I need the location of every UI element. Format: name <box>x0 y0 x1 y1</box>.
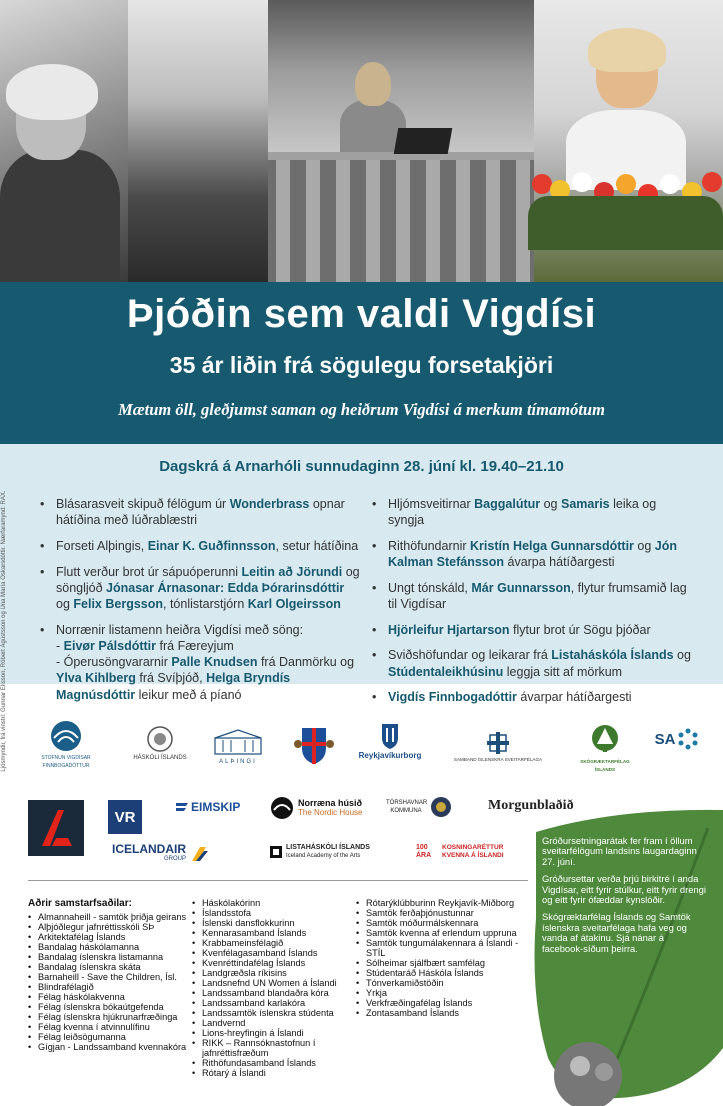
logo-haskoli-islands: HÁSKÓLI ÍSLANDS <box>128 726 192 762</box>
page-title: Þjóðin sem valdi Vigdísi <box>126 292 597 336</box>
logo-icelandair: ICELANDAIR GROUP <box>112 844 208 864</box>
partner-item: • Kvenfélagasamband Íslands <box>192 948 354 958</box>
partner-item: • Almannaheill - samtök þriðja geirans <box>28 912 190 922</box>
logo-vr: VR <box>108 800 142 834</box>
partners-heading: Aðrir samstarfsaðilar: <box>28 898 132 909</box>
partner-item: • Félag leiðsögumanna <box>28 1032 190 1042</box>
logo-landsbankinn <box>28 800 84 856</box>
title-banner <box>0 282 723 444</box>
partner-item: • Félag kvenna í atvinnulífinu <box>28 1022 190 1032</box>
partner-item: • Íslenski dansflokkurinn <box>192 918 354 928</box>
partner-item: • Bandalag háskólamanna <box>28 942 190 952</box>
schedule-right-column <box>372 496 692 715</box>
leaf-paragraph: Gróðursetningarátak fer fram í öllum sveitarfélögum landsins laugardaginn 27. júní. <box>542 835 697 867</box>
partner-item: • Zontasamband Íslands <box>356 1008 524 1018</box>
partner-item: • Tónverkamiðstöðin <box>356 978 524 988</box>
partner-item: • Landssamtök íslenskra stúdenta <box>192 1008 354 1018</box>
schedule-item: • Rithöfundarnir Kristín Helga Gunnarsdóttir og Jón Kalman Stefánsson ávarpa hátíðargesti <box>372 538 692 570</box>
partner-item: • Samtök kvenna af erlendum uppruna <box>356 928 524 938</box>
partner-item: • Landssamband karlakóra <box>192 998 354 1008</box>
leaf-paragraph: Gróðursettar verða þrjú birkitré í anda Vigdísar, eitt fyrir stúlkur, eitt fyrir drengi og eitt fyrir ófæddar kynslóðir. <box>542 873 706 906</box>
partner-item: • Landvernd <box>192 1018 354 1028</box>
logo-morgunbladid: Morgunblaðið <box>488 798 574 813</box>
partner-item: • Landsnefnd UN Women á Íslandi <box>192 978 354 988</box>
leaf-text <box>542 836 707 961</box>
partner-item: • Krabbameinsfélagið <box>192 938 354 948</box>
partner-item: • Sólheimar sjálfbært samfélag <box>356 958 524 968</box>
partner-item: • Félag háskólakvenna <box>28 992 190 1002</box>
photo-collage <box>0 0 723 282</box>
partner-item: • Alþjóðlegur jafnréttisskóli SÞ <box>28 922 190 932</box>
logo-sa: SA <box>652 728 702 750</box>
photo-speaker-face <box>355 62 391 106</box>
partner-item: • Yrkja <box>356 988 524 998</box>
page-tagline: Mætum öll, gleðjumst saman og heiðrum Vigdísi á merkum tímamótum <box>118 400 605 419</box>
partner-item: • Samtök móðurmálskennara <box>356 918 524 928</box>
photo-figure-hair <box>6 64 98 120</box>
logo-samband-sveitarfelaga: SAMBAND ÍSLENSKRA SVEITARFÉLAGA <box>440 732 556 764</box>
schedule-left-column <box>40 496 360 712</box>
photo-crowd <box>128 0 270 282</box>
partner-item: • Rótarý á Íslandi <box>192 1068 354 1078</box>
schedule-heading: Dagskrá á Arnarhóli sunnudaginn 28. júní kl. 19.40–21.10 <box>159 458 564 475</box>
partner-item: • Samtök ferðaþjónustunnar <box>356 908 524 918</box>
partner-item: • Landgræðsla ríkisins <box>192 968 354 978</box>
partner-item: • Rótarýklúbburinn Reykjavík-Miðborg <box>356 898 524 908</box>
partner-item: • Bandalag íslenskra listamanna <box>28 952 190 962</box>
schedule-item: • Norrænir listamenn heiðra Vigdísi með söng: - Eivør Pálsdóttir frá Færeyjum - Óperusöngvararnir Palle Knudsen frá Danmörku og Ylva Kihlberg frá Svíþjóð, Helga Bryndís Magnúsdóttir leikur með á píanó <box>40 622 360 703</box>
leaf-paragraph: Skógræktarfélag Íslands og Samtök íslenskra sveitarfélaga hafa veg og vanda af átakinu. Sjá nánar á facebook-síðum þeirra. <box>542 911 691 954</box>
balcony-balusters <box>268 160 536 282</box>
flower-arrangement <box>528 170 723 250</box>
schedule-item: • Vigdís Finnbogadóttir ávarpar hátíðargesti <box>372 689 692 705</box>
partner-item: • Barnaheill - Save the Children, Ísl. <box>28 972 190 982</box>
photo-vigdis-hair <box>588 28 666 72</box>
partner-item: • Rithöfundasamband Íslands <box>192 1058 354 1068</box>
partner-item: • Verkfræðingafélag Íslands <box>356 998 524 1008</box>
section-divider <box>28 880 528 881</box>
logo-100-ara-kosningarettur: 100 ÁRA KOSNINGARÉTTUR KVENNA Á ÍSLANDI <box>416 844 504 859</box>
logo-althingi: ALÞINGI <box>208 728 268 766</box>
logo-torshavnar-kommuna: TÓRSHAVNAR KOMMUNA <box>386 796 452 818</box>
logo-skograektarfelag: SKÓGRÆKTARFÉLAG ÍSLANDS <box>576 724 634 774</box>
partner-item: • Kvenréttindafélag Íslands <box>192 958 354 968</box>
partner-item: • Íslandsstofa <box>192 908 354 918</box>
partners-column-1 <box>28 912 190 1052</box>
schedule-item: • Sviðshöfundar og leikarar frá Listaháskóla Íslands og Stúdentaleikhúsinu leggja sitt af mörkum <box>372 647 692 679</box>
partner-item: • Landssamband blandaðra kóra <box>192 988 354 998</box>
partner-item: • Háskólakórinn <box>192 898 354 908</box>
partner-item: • Blindrafélagið <box>28 982 190 992</box>
schedule-item: • Forseti Alþingis, Einar K. Guðfinnsson, setur hátíðina <box>40 538 360 554</box>
partner-item: • Bandalag íslenskra skáta <box>28 962 190 972</box>
logo-stofnun-vigdisar: STOFNUN VIGDÍSAR FINNBOGADÓTTUR <box>26 720 106 770</box>
logo-reykjavikurborg: Reykjavíkurborg <box>352 722 428 760</box>
partners-column-2 <box>192 898 354 1078</box>
partner-item: • Samtök tungumálakennara á Íslandi - STÍL <box>356 938 524 958</box>
partner-item: • Félag íslenskra bókaútgefenda <box>28 1002 190 1012</box>
schedule-item: • Flutt verður brot úr sápuóperunni Leitin að Jörundi og söngljóð Jónasar Árnasonar: Edda Þórarinsdóttir og Felix Bergsson, tónlistarstjórn Karl Olgeirsson <box>40 564 360 613</box>
logo-listahaskoli: LISTAHÁSKÓLI ÍSLANDS Iceland Academy of the Arts <box>270 844 370 860</box>
photo-figure-body <box>0 150 120 282</box>
schedule-section <box>0 444 723 705</box>
lectern <box>394 128 453 154</box>
schedule-item: • Blásarasveit skipuð félögum úr Wonderbrass opnar hátíðina með lúðrablæstri <box>40 496 360 528</box>
partner-item: • Félag íslenskra hjúkrunarfræðinga <box>28 1012 190 1022</box>
logo-norraena-husid: Norræna húsið The Nordic House <box>270 796 362 820</box>
photo-credit: Ljósmyndir, frá vinstri: Gunnar Elísson, Róbert Ágústsson og Una María Óskarsdóttir. Nærfaramynd: RAX. <box>1 490 7 772</box>
partners-column-3 <box>356 898 524 1018</box>
partner-item: • Arkitektafélag Íslands <box>28 932 190 942</box>
partner-item: • Kennarasamband Íslands <box>192 928 354 938</box>
page-subtitle: 35 ár liðin frá sögulegu forsetakjöri <box>169 352 554 378</box>
partner-item: • Gígjan - Landssamband kvennakóra <box>28 1042 190 1052</box>
logo-coat-of-arms <box>292 724 336 768</box>
schedule-item: • Hljómsveitirnar Baggalútur og Samaris leika og syngja <box>372 496 692 528</box>
schedule-item: • Ungt tónskáld, Már Gunnarsson, flytur frumsamið lag til Vigdísar <box>372 580 692 612</box>
partner-item: • Lions-hreyfingin á Íslandi <box>192 1028 354 1038</box>
partner-item: • RIKK – Rannsóknastofnun í jafnréttisfræðum <box>192 1038 354 1058</box>
schedule-item: • Hjörleifur Hjartarson flytur brot úr Sögu þjóðar <box>372 622 692 638</box>
partner-item: • Stúdentaráð Háskóla Íslands <box>356 968 524 978</box>
logo-eimskip: EIMSKIP <box>176 800 240 814</box>
